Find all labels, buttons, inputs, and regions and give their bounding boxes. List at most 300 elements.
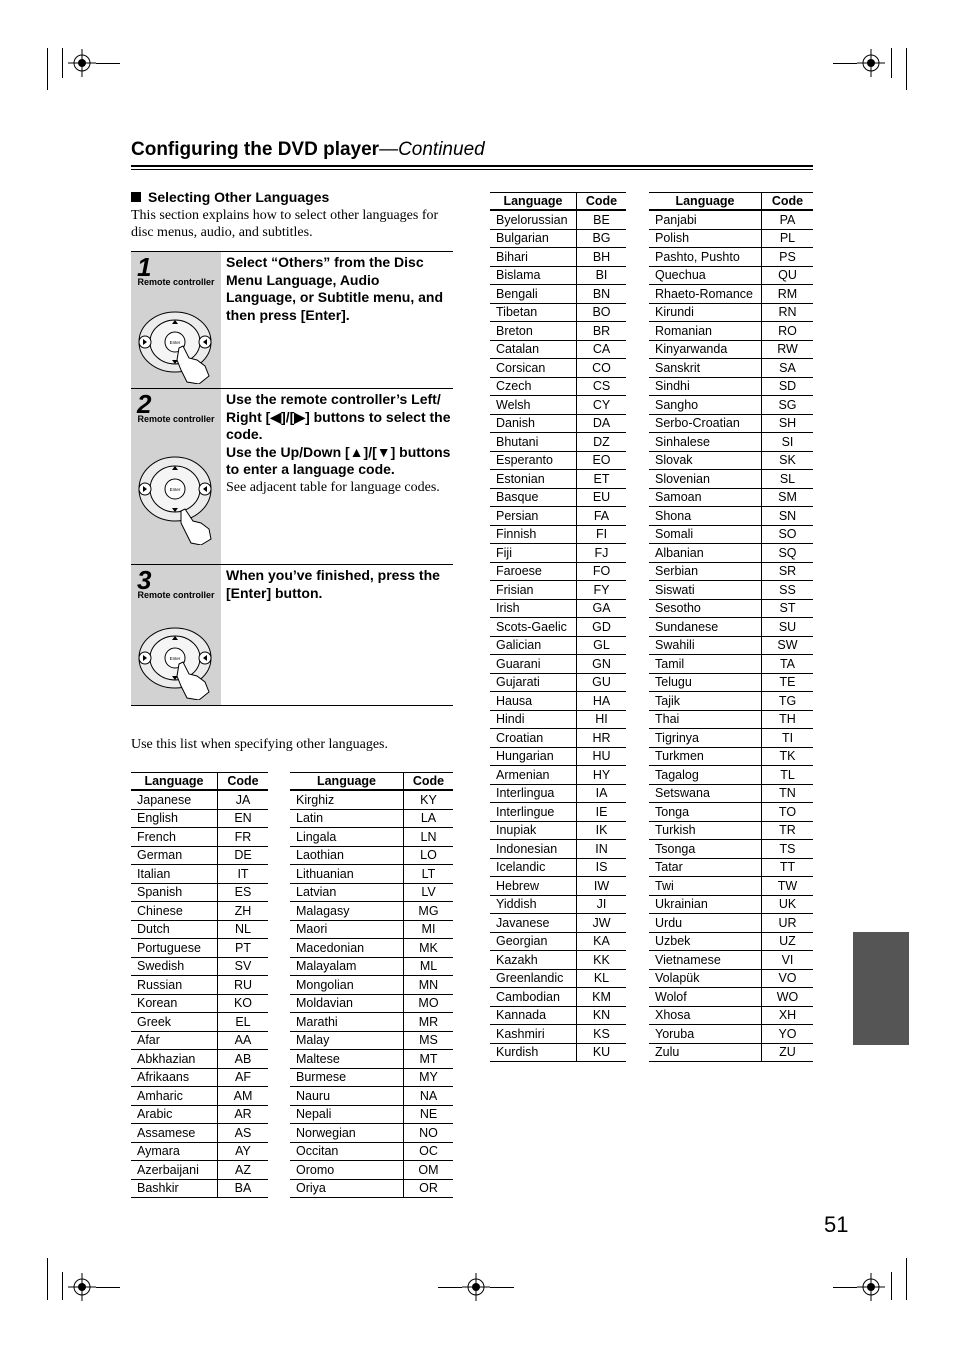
header-rule [131, 165, 813, 167]
language-code: FJ [577, 544, 627, 563]
table-row [649, 858, 813, 877]
language-name: Sundanese [649, 618, 762, 637]
language-code: ES [218, 883, 269, 902]
language-code: AS [218, 1124, 269, 1143]
table-row [490, 377, 626, 396]
language-code: HI [577, 710, 627, 729]
language-name: Mongolian [290, 976, 404, 995]
page-title-continued: —Continued [379, 139, 485, 160]
language-code: OC [404, 1142, 454, 1161]
language-code: LN [404, 828, 454, 847]
language-code: TS [762, 840, 814, 859]
language-code: SO [762, 525, 814, 544]
language-code: RN [762, 303, 814, 322]
language-code: KS [577, 1025, 627, 1044]
language-name: Wolof [649, 988, 762, 1007]
language-code: TH [762, 710, 814, 729]
step-text: Select “Others” from the Disc Menu Language, Audio Language, or Subtitle menu, and then press [Enter]. [226, 254, 444, 323]
table-row [290, 883, 453, 902]
language-name: Bhutani [490, 433, 577, 452]
language-code: FO [577, 562, 627, 581]
language-code: SD [762, 377, 814, 396]
language-name: Bislama [490, 266, 577, 285]
language-code: PL [762, 229, 814, 248]
language-name: French [131, 828, 218, 847]
table-row [490, 618, 626, 637]
language-name: Abkhazian [131, 1050, 218, 1069]
table-row [131, 1142, 268, 1161]
table-row [490, 951, 626, 970]
table-row [649, 766, 813, 785]
language-code: FI [577, 525, 627, 544]
language-code: AM [218, 1087, 269, 1106]
language-name: Catalan [490, 340, 577, 359]
table-row [131, 1179, 268, 1198]
table-row [490, 414, 626, 433]
table-row [490, 766, 626, 785]
language-code: BN [577, 285, 627, 304]
table-row [290, 1068, 453, 1087]
language-code: LT [404, 865, 454, 884]
language-name: Georgian [490, 932, 577, 951]
column-header-language: Language [131, 773, 218, 791]
table-row [649, 451, 813, 470]
language-name: Tamil [649, 655, 762, 674]
language-name: Occitan [290, 1142, 404, 1161]
language-code: TL [762, 766, 814, 785]
language-code: TT [762, 858, 814, 877]
language-name: Russian [131, 976, 218, 995]
table-row [649, 747, 813, 766]
language-name: Sindhi [649, 377, 762, 396]
language-name: Inupiak [490, 821, 577, 840]
table-row [490, 969, 626, 988]
language-name: Spanish [131, 883, 218, 902]
table-row [490, 673, 626, 692]
device-label: Remote controller [137, 590, 215, 600]
language-name: Panjabi [649, 210, 762, 229]
language-name: Nepali [290, 1105, 404, 1124]
language-code: BG [577, 229, 627, 248]
table-row [290, 939, 453, 958]
table-row [490, 562, 626, 581]
language-code: MO [404, 994, 454, 1013]
language-code: TW [762, 877, 814, 896]
table-row [490, 303, 626, 322]
table-row [131, 1105, 268, 1124]
language-name: Urdu [649, 914, 762, 933]
language-name: Slovak [649, 451, 762, 470]
table-row [649, 303, 813, 322]
language-code: GA [577, 599, 627, 618]
language-code: WO [762, 988, 814, 1007]
language-code: SN [762, 507, 814, 526]
language-name: Uzbek [649, 932, 762, 951]
table-row [490, 544, 626, 563]
table-row [649, 618, 813, 637]
language-code: SV [218, 957, 269, 976]
table-row [290, 1124, 453, 1143]
table-row [649, 710, 813, 729]
table-row [490, 525, 626, 544]
table-row [649, 673, 813, 692]
language-name: Pashto, Pushto [649, 248, 762, 267]
table-row [649, 821, 813, 840]
language-code: GU [577, 673, 627, 692]
table-row [490, 210, 626, 229]
language-name: Yiddish [490, 895, 577, 914]
enter-label: Enter [169, 487, 181, 492]
language-name: Bulgarian [490, 229, 577, 248]
language-code: UK [762, 895, 814, 914]
language-name: Twi [649, 877, 762, 896]
language-code: TR [762, 821, 814, 840]
language-name: Tigrinya [649, 729, 762, 748]
language-name: Romanian [649, 322, 762, 341]
language-code: TG [762, 692, 814, 711]
step-note: See adjacent table for language codes. [226, 479, 440, 495]
language-name: Korean [131, 994, 218, 1013]
step-number: 1 [137, 252, 152, 282]
table-row [490, 692, 626, 711]
language-name: Interlingua [490, 784, 577, 803]
page-title-main: Configuring the DVD player [131, 139, 380, 160]
step-3 [131, 564, 453, 706]
table-row [131, 846, 268, 865]
table-row [490, 507, 626, 526]
table-row [131, 976, 268, 995]
language-name: Czech [490, 377, 577, 396]
language-code: NL [218, 920, 269, 939]
table-row [131, 1013, 268, 1032]
language-name: Irish [490, 599, 577, 618]
language-name: Afar [131, 1031, 218, 1050]
table-row [490, 433, 626, 452]
step-number: 2 [137, 389, 152, 419]
language-code: ST [762, 599, 814, 618]
steps-bottom-rule [131, 705, 453, 706]
table-row [649, 359, 813, 378]
language-name: Hebrew [490, 877, 577, 896]
table-row [649, 248, 813, 267]
language-code: VI [762, 951, 814, 970]
language-code: QU [762, 266, 814, 285]
column-header-code: Code [404, 773, 454, 791]
table-row [649, 322, 813, 341]
table-row [131, 920, 268, 939]
enter-label: Enter [169, 340, 181, 345]
language-name: Latvian [290, 883, 404, 902]
language-name: Somali [649, 525, 762, 544]
language-name: Macedonian [290, 939, 404, 958]
table-row [490, 599, 626, 618]
section-heading-text: Selecting Other Languages [148, 189, 330, 205]
language-name: Sesotho [649, 599, 762, 618]
language-code: ZU [762, 1043, 814, 1062]
language-code: HA [577, 692, 627, 711]
language-code: KY [404, 790, 454, 809]
language-name: Persian [490, 507, 577, 526]
table-row [490, 396, 626, 415]
language-name: Serbian [649, 562, 762, 581]
table-row [290, 846, 453, 865]
table-row [490, 285, 626, 304]
step-instruction [226, 567, 453, 602]
language-name: English [131, 809, 218, 828]
language-name: Burmese [290, 1068, 404, 1087]
remote-dpad-press-center-icon [137, 620, 217, 700]
crosshair-icon [68, 1273, 96, 1301]
language-code: RO [762, 322, 814, 341]
language-code: AZ [218, 1161, 269, 1180]
table-row [290, 1105, 453, 1124]
language-name: Volapük [649, 969, 762, 988]
language-code: IS [577, 858, 627, 877]
language-name: Welsh [490, 396, 577, 415]
table-row [290, 1031, 453, 1050]
language-name: Yoruba [649, 1025, 762, 1044]
table-row [131, 939, 268, 958]
table-row [649, 969, 813, 988]
language-name: Bashkir [131, 1179, 218, 1198]
table-row [490, 784, 626, 803]
language-name: Moldavian [290, 994, 404, 1013]
table-row [131, 809, 268, 828]
language-code: KU [577, 1043, 627, 1062]
table-row [490, 636, 626, 655]
table-row [649, 377, 813, 396]
table-row [131, 1050, 268, 1069]
language-code: SS [762, 581, 814, 600]
language-code: AF [218, 1068, 269, 1087]
table-row [649, 840, 813, 859]
section-heading [131, 189, 329, 205]
language-code: SL [762, 470, 814, 489]
language-code: PT [218, 939, 269, 958]
language-code: UR [762, 914, 814, 933]
table-row [131, 1161, 268, 1180]
language-name: Tonga [649, 803, 762, 822]
language-code: EL [218, 1013, 269, 1032]
table-row [649, 655, 813, 674]
step-text: When you’ve finished, press the [Enter] button. [226, 567, 440, 601]
table-row [290, 790, 453, 809]
language-name: Malay [290, 1031, 404, 1050]
table-row [131, 957, 268, 976]
table-row [490, 729, 626, 748]
language-name: Siswati [649, 581, 762, 600]
language-name: Sinhalese [649, 433, 762, 452]
enter-label: Enter [169, 656, 181, 661]
language-name: Bihari [490, 248, 577, 267]
language-code: SG [762, 396, 814, 415]
table-row [649, 1025, 813, 1044]
table-row [490, 803, 626, 822]
language-name: Maori [290, 920, 404, 939]
language-name: Vietnamese [649, 951, 762, 970]
language-name: Shona [649, 507, 762, 526]
language-name: Gujarati [490, 673, 577, 692]
language-code: LV [404, 883, 454, 902]
language-code: DA [577, 414, 627, 433]
table-row [131, 1087, 268, 1106]
language-name: Hungarian [490, 747, 577, 766]
language-name: Serbo-Croatian [649, 414, 762, 433]
language-code: KM [577, 988, 627, 1007]
table-row [649, 803, 813, 822]
table-row [490, 266, 626, 285]
table-row [290, 902, 453, 921]
language-name: Kazakh [490, 951, 577, 970]
language-code: IK [577, 821, 627, 840]
table-row [490, 858, 626, 877]
language-code: SH [762, 414, 814, 433]
language-code: IA [577, 784, 627, 803]
table-row [490, 322, 626, 341]
language-name: Zulu [649, 1043, 762, 1062]
language-code: TK [762, 747, 814, 766]
table-row [649, 525, 813, 544]
language-code: SK [762, 451, 814, 470]
language-name: Afrikaans [131, 1068, 218, 1087]
table-row [490, 581, 626, 600]
language-name: Setswana [649, 784, 762, 803]
table-row [131, 902, 268, 921]
language-name: Frisian [490, 581, 577, 600]
language-code: SR [762, 562, 814, 581]
language-code: ML [404, 957, 454, 976]
table-row [131, 865, 268, 884]
table-row [649, 1006, 813, 1025]
device-label: Remote controller [137, 277, 215, 287]
language-code: SI [762, 433, 814, 452]
language-name: Dutch [131, 920, 218, 939]
language-name: Polish [649, 229, 762, 248]
language-code: OR [404, 1179, 454, 1198]
language-name: Sanskrit [649, 359, 762, 378]
language-name: Corsican [490, 359, 577, 378]
language-name: Hindi [490, 710, 577, 729]
language-name: Thai [649, 710, 762, 729]
language-name: Maltese [290, 1050, 404, 1069]
language-code: EN [218, 809, 269, 828]
table-row [490, 1043, 626, 1062]
language-code: KN [577, 1006, 627, 1025]
language-name: Greenlandic [490, 969, 577, 988]
language-code: EU [577, 488, 627, 507]
page-title [131, 139, 485, 161]
language-code: BE [577, 210, 627, 229]
language-code: JI [577, 895, 627, 914]
language-code: NO [404, 1124, 454, 1143]
language-code: TO [762, 803, 814, 822]
language-code: ZH [218, 902, 269, 921]
crosshair-icon [68, 49, 96, 77]
language-code: TI [762, 729, 814, 748]
language-code: SQ [762, 544, 814, 563]
table-row [490, 1006, 626, 1025]
table-row [490, 914, 626, 933]
table-row [649, 210, 813, 229]
language-code: CY [577, 396, 627, 415]
step-2 [131, 388, 453, 565]
language-code: HR [577, 729, 627, 748]
language-name: Portuguese [131, 939, 218, 958]
table-row [290, 1179, 453, 1198]
language-code: RM [762, 285, 814, 304]
remote-dpad-press-center-icon [137, 304, 217, 384]
language-name: Oriya [290, 1179, 404, 1198]
language-code: GN [577, 655, 627, 674]
language-name: Latin [290, 809, 404, 828]
table-row [490, 451, 626, 470]
language-code: YO [762, 1025, 814, 1044]
language-code: JA [218, 790, 269, 809]
table-row [290, 994, 453, 1013]
language-name: Fiji [490, 544, 577, 563]
language-code: IN [577, 840, 627, 859]
table-row [649, 599, 813, 618]
step-1 [131, 251, 453, 389]
language-name: Assamese [131, 1124, 218, 1143]
language-code: MR [404, 1013, 454, 1032]
language-name: Icelandic [490, 858, 577, 877]
language-name: Malayalam [290, 957, 404, 976]
language-name: Esperanto [490, 451, 577, 470]
table-row [490, 470, 626, 489]
language-name: Greek [131, 1013, 218, 1032]
table-row [490, 821, 626, 840]
table-row [490, 340, 626, 359]
remote-dpad-press-down-icon [137, 449, 217, 545]
language-code-table-3 [490, 192, 626, 1062]
table-row [131, 1124, 268, 1143]
table-row [649, 951, 813, 970]
language-name: Kurdish [490, 1043, 577, 1062]
language-name: Tibetan [490, 303, 577, 322]
language-code: SM [762, 488, 814, 507]
language-code: FY [577, 581, 627, 600]
table-row [290, 1050, 453, 1069]
language-name: Malagasy [290, 902, 404, 921]
language-name: Javanese [490, 914, 577, 933]
language-name: Basque [490, 488, 577, 507]
language-name: Tsonga [649, 840, 762, 859]
table-row [290, 865, 453, 884]
language-code: HY [577, 766, 627, 785]
language-code: MY [404, 1068, 454, 1087]
language-code: LA [404, 809, 454, 828]
language-name: Turkish [649, 821, 762, 840]
language-code-table-1 [131, 772, 268, 1198]
language-name: Azerbaijani [131, 1161, 218, 1180]
table-row [649, 544, 813, 563]
language-name: Indonesian [490, 840, 577, 859]
square-bullet-icon [131, 192, 141, 202]
language-name: Kirghiz [290, 790, 404, 809]
table-row [649, 470, 813, 489]
language-name: Bengali [490, 285, 577, 304]
language-code: TN [762, 784, 814, 803]
language-code: CA [577, 340, 627, 359]
table-row [649, 988, 813, 1007]
language-code: UZ [762, 932, 814, 951]
table-header-row [649, 193, 813, 211]
table-row [649, 914, 813, 933]
table-row [649, 229, 813, 248]
step-instruction [226, 254, 453, 324]
table-row [290, 809, 453, 828]
